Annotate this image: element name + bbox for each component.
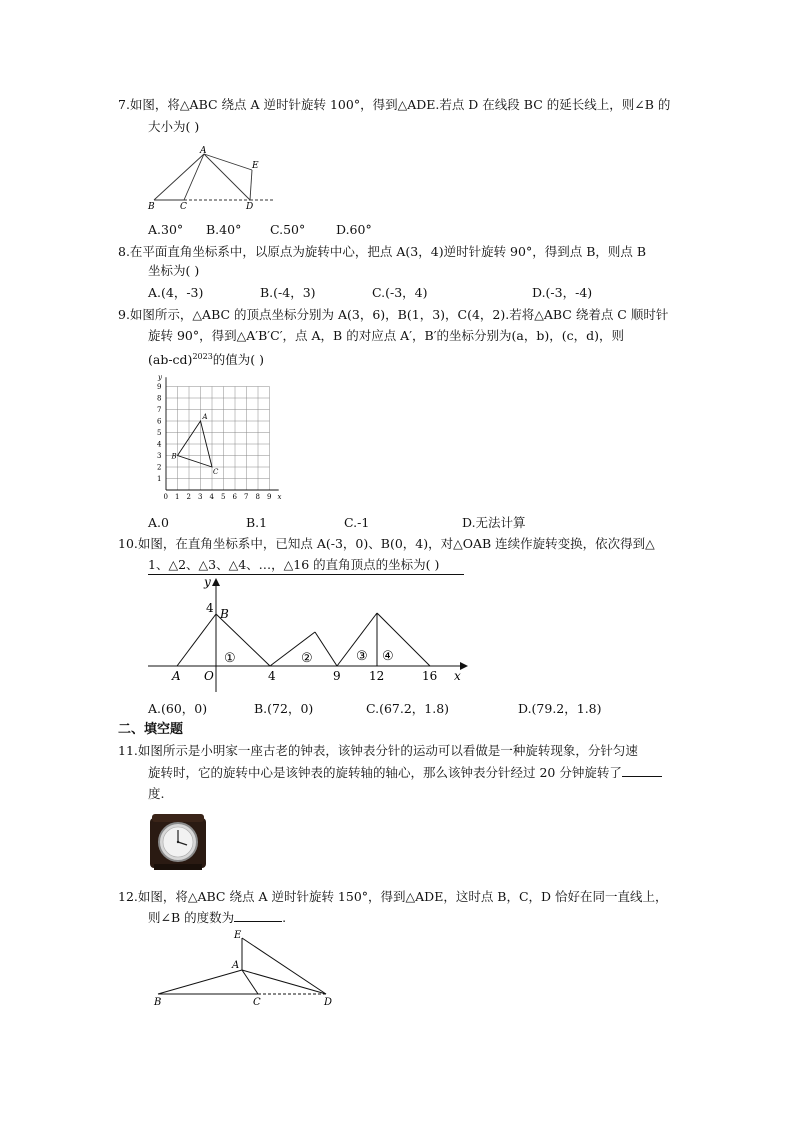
y-axis-label: y xyxy=(158,373,162,382)
x-tick-label: 2 xyxy=(186,493,191,501)
q10-option-b[interactable]: B.(72，0) xyxy=(254,701,314,716)
q12-figure xyxy=(150,928,340,1008)
q12-label-E: E xyxy=(234,930,242,941)
q11-answer-blank[interactable] xyxy=(622,764,662,777)
q10-x-label: x xyxy=(454,669,461,683)
q10-tick-16: 16 xyxy=(422,669,438,683)
q10-four-label: 4 xyxy=(206,601,214,615)
q10-figure xyxy=(148,576,468,694)
q10-text-line2: 1、△2、△3、△4、…，△16 的直角顶点的坐标为( ) xyxy=(148,556,464,575)
q11-text-line1: 11.如图所示是小明家一座古老的钟表，该钟表分针的运动可以看做是一种旋转现象，分针匀速 xyxy=(118,743,638,758)
q8-text-line1: 8.在平面直角坐标系中，以原点为旋转中心，把点 A(3，4)逆时针旋转 90°，得到点 B，则点 B xyxy=(118,244,647,259)
x-tick-label: 5 xyxy=(221,493,226,501)
q10-tick-4: 4 xyxy=(268,669,276,683)
q7-label-A: A xyxy=(200,146,207,156)
q12-text-line1: 12.如图，将△ABC 绕点 A 逆时针旋转 150°，得到△ADE，这时点 B，C，D 恰好在同一直线上， xyxy=(118,889,668,904)
point-C-label: C xyxy=(213,468,219,476)
q10-option-a[interactable]: A.(60，0) xyxy=(148,701,208,716)
q12-label-C: C xyxy=(253,997,261,1008)
q10-A-label: A xyxy=(172,669,181,683)
y-tick-label: 9 xyxy=(157,383,162,391)
q10-circle-1: ① xyxy=(224,651,236,666)
q7-option-c[interactable]: C.50° xyxy=(270,222,306,237)
q12-label-D: D xyxy=(324,997,333,1008)
x-tick-label: 8 xyxy=(255,493,260,501)
q10-option-c[interactable]: C.(67.2，1.8) xyxy=(366,701,450,716)
x-axis-label: x xyxy=(277,493,282,501)
q11-clock-picture xyxy=(148,812,208,872)
q10-tick-12: 12 xyxy=(369,669,385,683)
q9-text-line2: 旋转 90°，得到△A′B′C′，点 A，B 的对应点 A′，B′的坐标分别为(a，b)，(c，d)，则 xyxy=(148,328,625,343)
q12-answer-blank[interactable] xyxy=(234,909,282,922)
y-tick-label: 3 xyxy=(157,452,162,460)
q12-label-B: B xyxy=(154,997,162,1008)
q7-figure xyxy=(146,146,276,210)
q8-option-d[interactable]: D.(-3，-4) xyxy=(532,285,593,300)
x-tick-label: 3 xyxy=(198,493,203,501)
q8-option-a[interactable]: A.(4，-3) xyxy=(148,285,204,300)
y-tick-label: 4 xyxy=(157,440,162,449)
point-B-label: B xyxy=(171,452,177,461)
q8-option-c[interactable]: C.(-3，4) xyxy=(372,285,428,300)
x-tick-label: 9 xyxy=(267,493,272,501)
q11-text-line3: 度. xyxy=(148,786,165,801)
q10-circle-4: ④ xyxy=(382,649,394,664)
q7-text-line1: 7.如图，将△ABC 绕点 A 逆时针旋转 100°，得到△ADE.若点 D 在线段 BC 的延长线上，则∠B 的 xyxy=(118,97,671,112)
q10-option-d[interactable]: D.(79.2，1.8) xyxy=(518,701,602,716)
y-tick-label: 6 xyxy=(157,417,162,426)
q9-text-line1: 9.如图所示，△ABC 的顶点坐标分别为 A(3，6)，B(1，3)，C(4，2).若将△ABC 绕着点 C 顺时针 xyxy=(118,307,669,322)
q11-text-line2: 旋转时，它的旋转中心是该钟表的旋转轴的轴心，那么该钟表分针经过 20 分钟旋转了 xyxy=(148,764,662,782)
q10-circle-2: ② xyxy=(301,651,313,666)
section-heading-fill-in: 二、填空题 xyxy=(118,722,184,737)
q10-tick-9: 9 xyxy=(333,669,341,683)
q12-label-A: A xyxy=(232,960,240,971)
q9-option-a[interactable]: A.0 xyxy=(148,515,169,530)
x-tick-label: 6 xyxy=(232,493,237,501)
q9-coordinate-grid xyxy=(148,373,282,504)
q9-option-b[interactable]: B.1 xyxy=(246,515,268,530)
y-tick-label: 7 xyxy=(157,406,162,414)
y-tick-label: 8 xyxy=(157,394,162,403)
y-tick-label: 1 xyxy=(157,475,162,483)
q9-option-d[interactable]: D.无法计算 xyxy=(462,515,526,530)
q9-option-c[interactable]: C.-1 xyxy=(344,515,370,530)
q7-option-b[interactable]: B.40° xyxy=(206,222,242,237)
x-tick-label: 7 xyxy=(244,493,249,501)
q9-text-line3: $(ab-cd)^{2023}$的值为( ) xyxy=(148,352,265,368)
q7-label-C: C xyxy=(180,202,187,212)
q8-text-line2: 坐标为( ) xyxy=(148,263,200,278)
q7-label-D: D xyxy=(246,202,254,212)
x-tick-label: 4 xyxy=(209,493,214,501)
q10-circle-3: ③ xyxy=(356,649,368,664)
q10-B-label: B xyxy=(220,607,229,621)
x-tick-label: 1 xyxy=(175,493,180,501)
q7-text-line2: 大小为( ) xyxy=(148,119,200,134)
q10-O-label: O xyxy=(204,669,214,683)
q10-text-line1: 10.如图，在直角坐标系中，已知点 A(-3，0)、B(0，4)，对△OAB 连续作旋转变换，依次得到△ xyxy=(118,536,655,551)
x-tick-label: 0 xyxy=(163,493,168,501)
y-tick-label: 2 xyxy=(157,463,162,472)
q7-option-a[interactable]: A.30° xyxy=(148,222,184,237)
q7-option-d[interactable]: D.60° xyxy=(336,222,372,237)
y-tick-label: 5 xyxy=(157,429,162,437)
q12-text-line2: 则∠B 的度数为 . xyxy=(148,910,287,925)
q7-label-E: E xyxy=(252,161,259,171)
q8-option-b[interactable]: B.(-4，3) xyxy=(260,285,316,300)
q7-label-B: B xyxy=(148,202,155,212)
q10-y-label: y xyxy=(204,575,211,589)
point-A-label: A xyxy=(202,413,208,421)
